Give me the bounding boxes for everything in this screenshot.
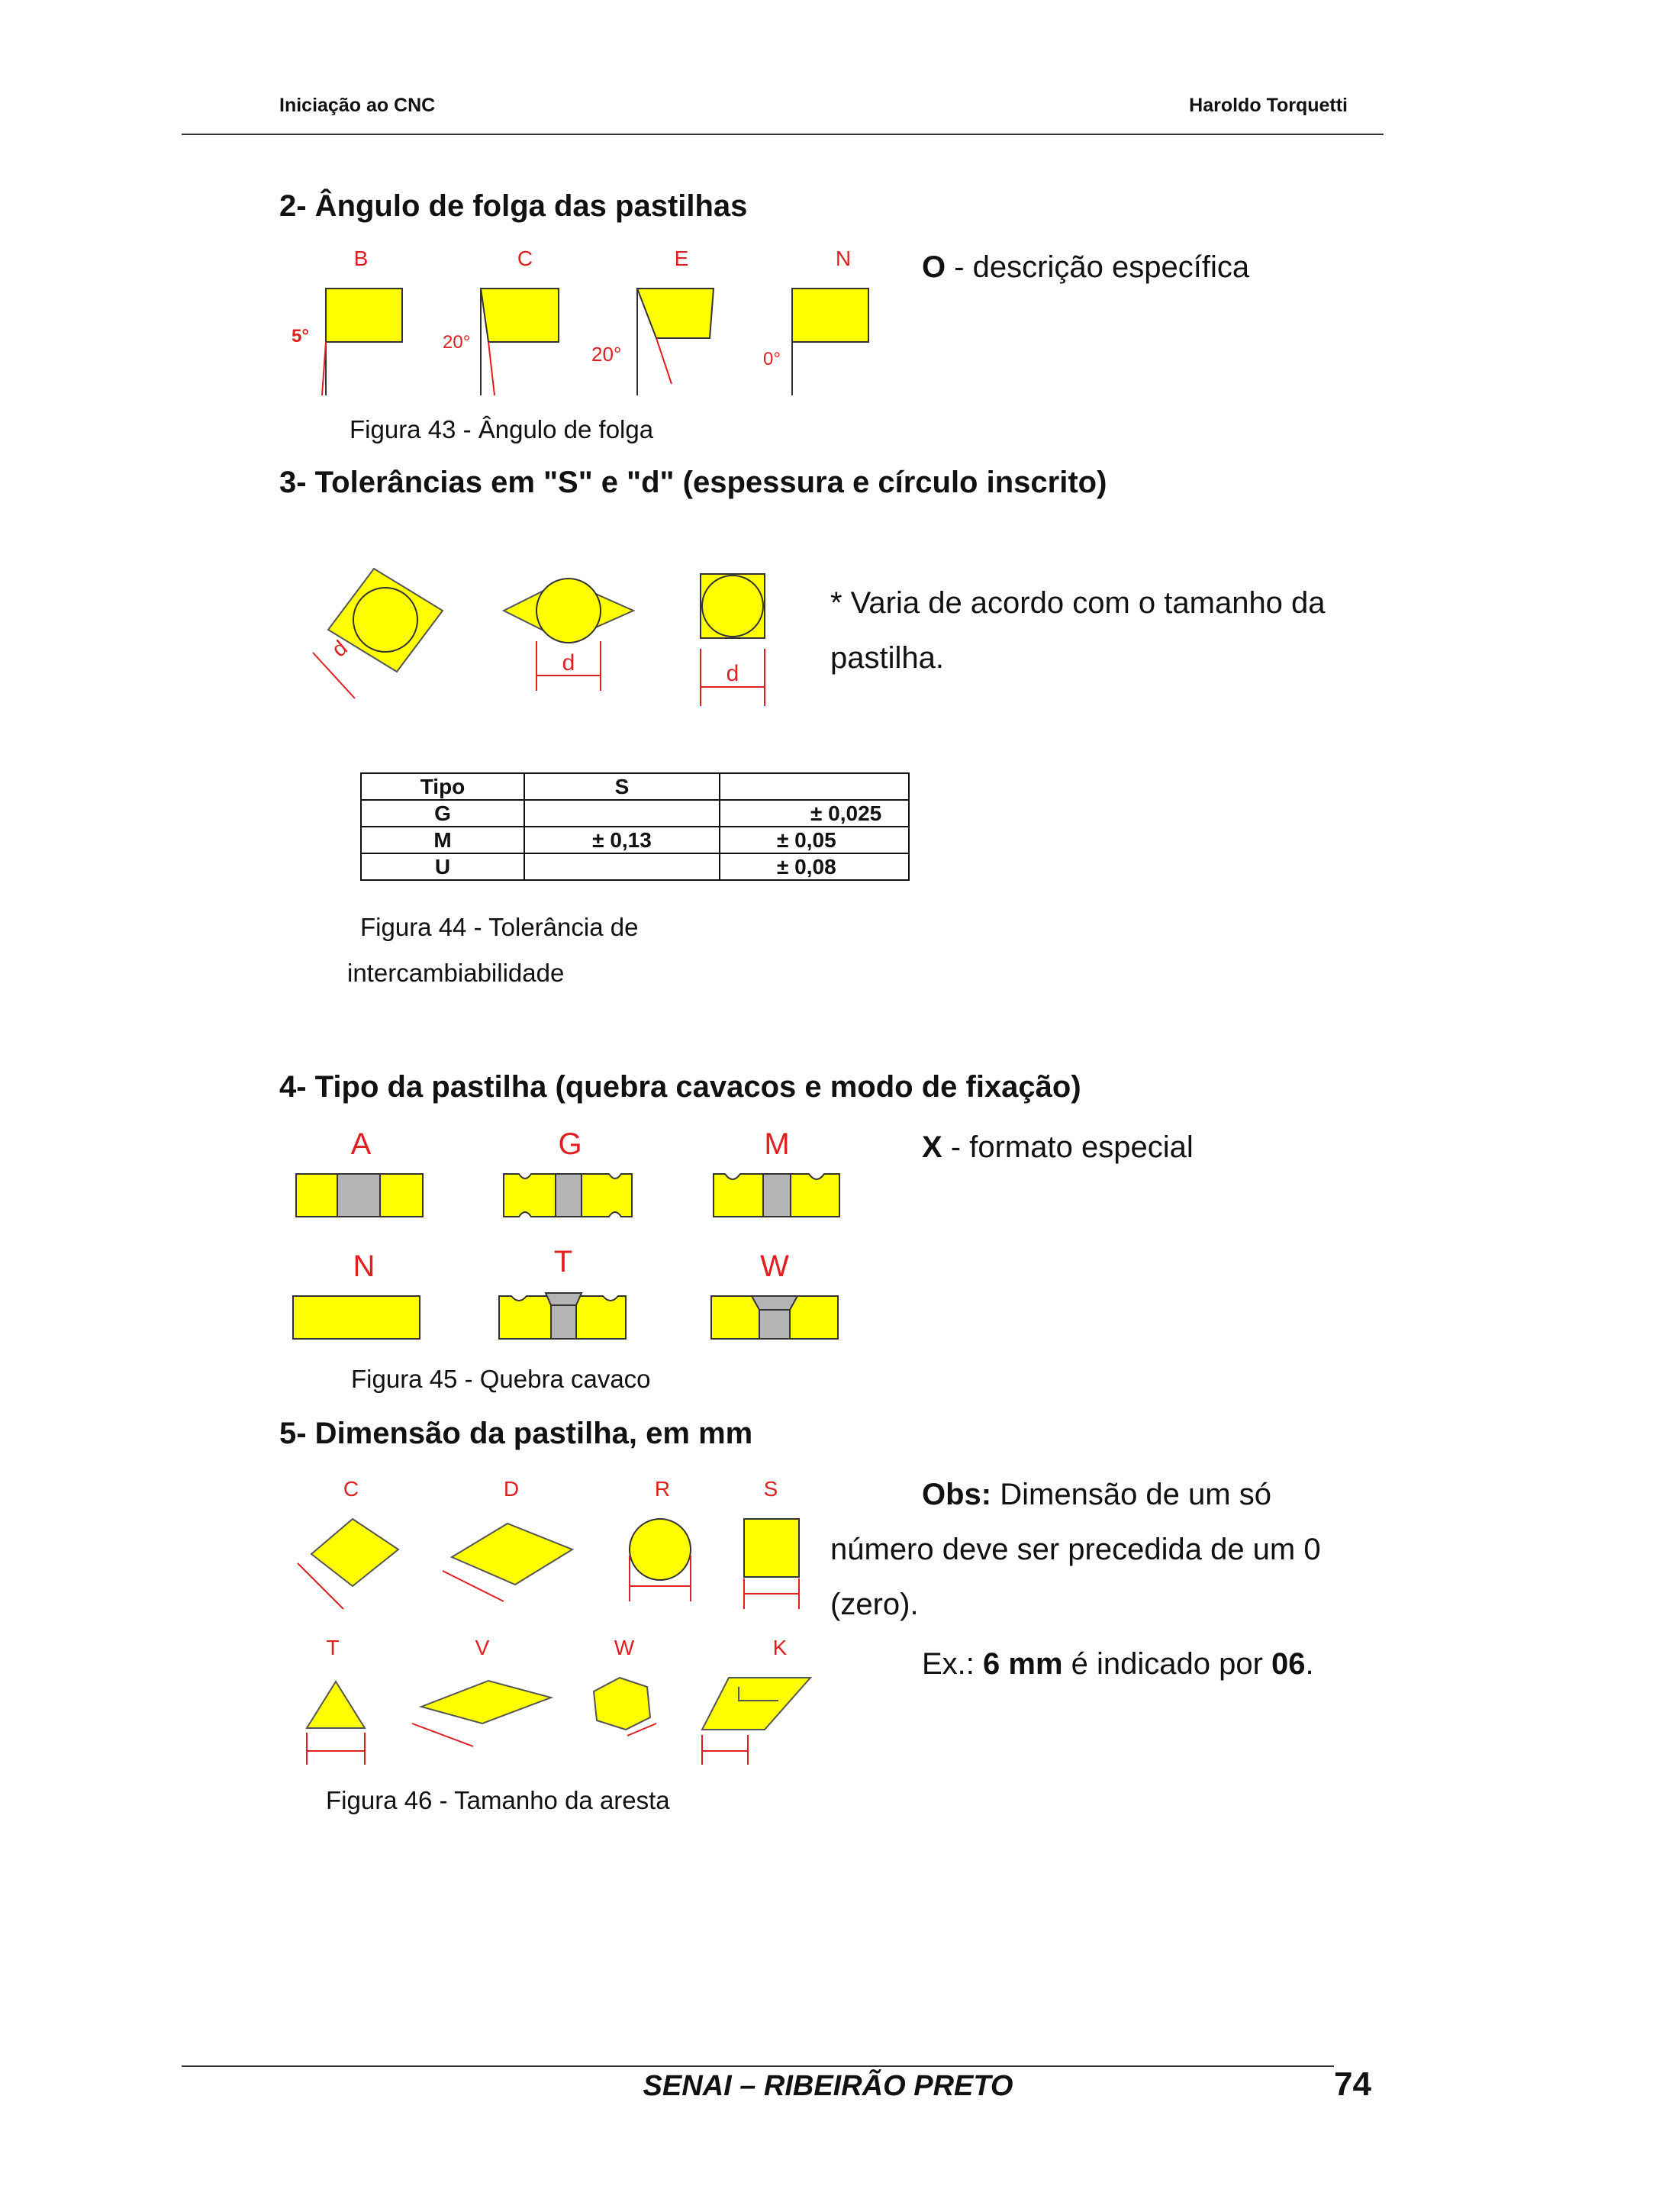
section-2-title: 2- Ângulo de folga das pastilhas <box>279 189 748 223</box>
note-code-o: O <box>922 250 946 284</box>
shape-r <box>630 1519 691 1580</box>
table-header-row <box>361 773 909 800</box>
figure-46-caption: Figura 46 - Tamanho da aresta <box>326 1786 670 1814</box>
header-rule <box>182 134 1384 135</box>
insert-n-type <box>293 1296 420 1339</box>
angle-e: 20° <box>591 343 622 366</box>
inscribed-circle-2 <box>536 579 601 643</box>
table-cell: ± 0,05 <box>720 827 909 853</box>
label-w: W <box>760 1249 789 1283</box>
section-2-note <box>922 240 1249 295</box>
table-row <box>361 800 909 827</box>
table-cell <box>524 853 720 880</box>
note-code-x: X <box>922 1130 942 1164</box>
obs-line-2: número deve ser precedida de um 0 <box>830 1533 1321 1566</box>
dim-d-2: d <box>562 650 575 676</box>
table-cell: G <box>361 800 524 827</box>
table-header: S <box>524 773 720 800</box>
shape-v <box>421 1681 551 1723</box>
shape-c <box>311 1519 398 1586</box>
angle-c: 20° <box>443 332 471 353</box>
inscribed-circle-figure <box>298 557 832 725</box>
table-header: Tipo <box>361 773 524 800</box>
insert-e <box>637 289 714 338</box>
letter-n: N <box>835 247 852 270</box>
section-3-title: 3- Tolerâncias em "S" e "d" (espessura e círculo inscrito) <box>279 466 1107 499</box>
section-4-title: 4- Tipo da pastilha (quebra cavacos e modo de fixação) <box>279 1070 1081 1104</box>
figure-44-caption-2: intercambiabilidade <box>347 959 565 987</box>
angle-n: 0° <box>763 349 781 369</box>
label-k: K <box>772 1636 788 1659</box>
figure-45-caption: Figura 45 - Quebra cavaco <box>351 1365 651 1393</box>
figure-43-caption: Figura 43 - Ângulo de folga <box>350 415 654 443</box>
label-t-tri: T <box>326 1636 340 1659</box>
table-row <box>361 827 909 853</box>
clearance-angle-figure <box>282 243 878 403</box>
example-end: . <box>1305 1647 1314 1681</box>
obs-label: Obs: <box>922 1478 992 1511</box>
inscribed-circle-1 <box>353 588 417 652</box>
label-r: R <box>654 1477 671 1501</box>
letter-b: B <box>353 247 369 270</box>
inscribed-circle-3 <box>702 576 763 637</box>
label-w-shape: W <box>614 1636 635 1659</box>
dim-d-1: d <box>327 635 352 662</box>
label-g: G <box>558 1127 582 1161</box>
obs-text: Dimensão de um só <box>991 1478 1271 1511</box>
note-line-2: pastilha. <box>830 641 944 675</box>
table-cell <box>524 800 720 827</box>
label-n: N <box>353 1249 375 1283</box>
obs-line-3: (zero). <box>830 1588 919 1621</box>
header-left: Iniciação ao CNC <box>279 95 436 116</box>
page-number: 74 <box>1334 2065 1371 2103</box>
label-c: C <box>343 1477 359 1501</box>
table-header <box>720 773 909 800</box>
figure-44-caption-1: Figura 44 - Tolerância de <box>360 913 639 941</box>
header-right: Haroldo Torquetti <box>1189 95 1348 116</box>
table-cell: ± 0,08 <box>720 853 909 880</box>
footer-rule <box>182 2065 1334 2067</box>
insert-n <box>792 289 868 342</box>
section-4-note <box>922 1120 1194 1175</box>
edge-length-figure <box>282 1472 832 1777</box>
shape-k <box>702 1678 810 1730</box>
tolerance-table-crop <box>360 772 882 888</box>
shape-s <box>744 1519 799 1577</box>
label-t: T <box>553 1245 573 1279</box>
letter-c: C <box>517 247 533 270</box>
footer-center: SENAI – RIBEIRÃO PRETO <box>643 2070 1013 2102</box>
label-m: M <box>764 1127 790 1161</box>
insert-b <box>326 289 402 342</box>
example-mid: é indicado por <box>1062 1647 1272 1681</box>
angle-b: 5° <box>292 326 309 347</box>
shape-d <box>452 1524 572 1585</box>
section-3-note <box>830 576 1326 685</box>
shape-w <box>594 1678 650 1730</box>
table-cell: U <box>361 853 524 880</box>
label-a: A <box>350 1127 372 1161</box>
table-row <box>361 853 909 880</box>
note-text-o: - descrição específica <box>946 250 1250 284</box>
chip-breaker-figure <box>282 1122 847 1351</box>
section-5-obs <box>830 1467 1380 1691</box>
example-code: 06 <box>1271 1647 1306 1681</box>
label-d: D <box>503 1477 520 1501</box>
table-cell: ± 0,025 <box>720 800 909 827</box>
section-5-title: 5- Dimensão da pastilha, em mm <box>279 1417 753 1450</box>
tolerance-table <box>360 772 910 881</box>
label-v: V <box>475 1636 490 1659</box>
obs-line-1 <box>830 1467 1380 1522</box>
dim-d-3: d <box>726 661 739 686</box>
letter-e: E <box>674 247 689 270</box>
example-value: 6 mm <box>983 1647 1063 1681</box>
shape-t <box>307 1682 365 1728</box>
note-text-x: - formato especial <box>942 1130 1194 1164</box>
label-s: S <box>763 1477 778 1501</box>
example-prefix: Ex.: <box>922 1647 984 1681</box>
table-cell: ± 0,13 <box>524 827 720 853</box>
table-cell: M <box>361 827 524 853</box>
example-line <box>830 1636 1380 1691</box>
insert-c <box>481 289 559 342</box>
note-line-1: * Varia de acordo com o tamanho da <box>830 586 1326 620</box>
